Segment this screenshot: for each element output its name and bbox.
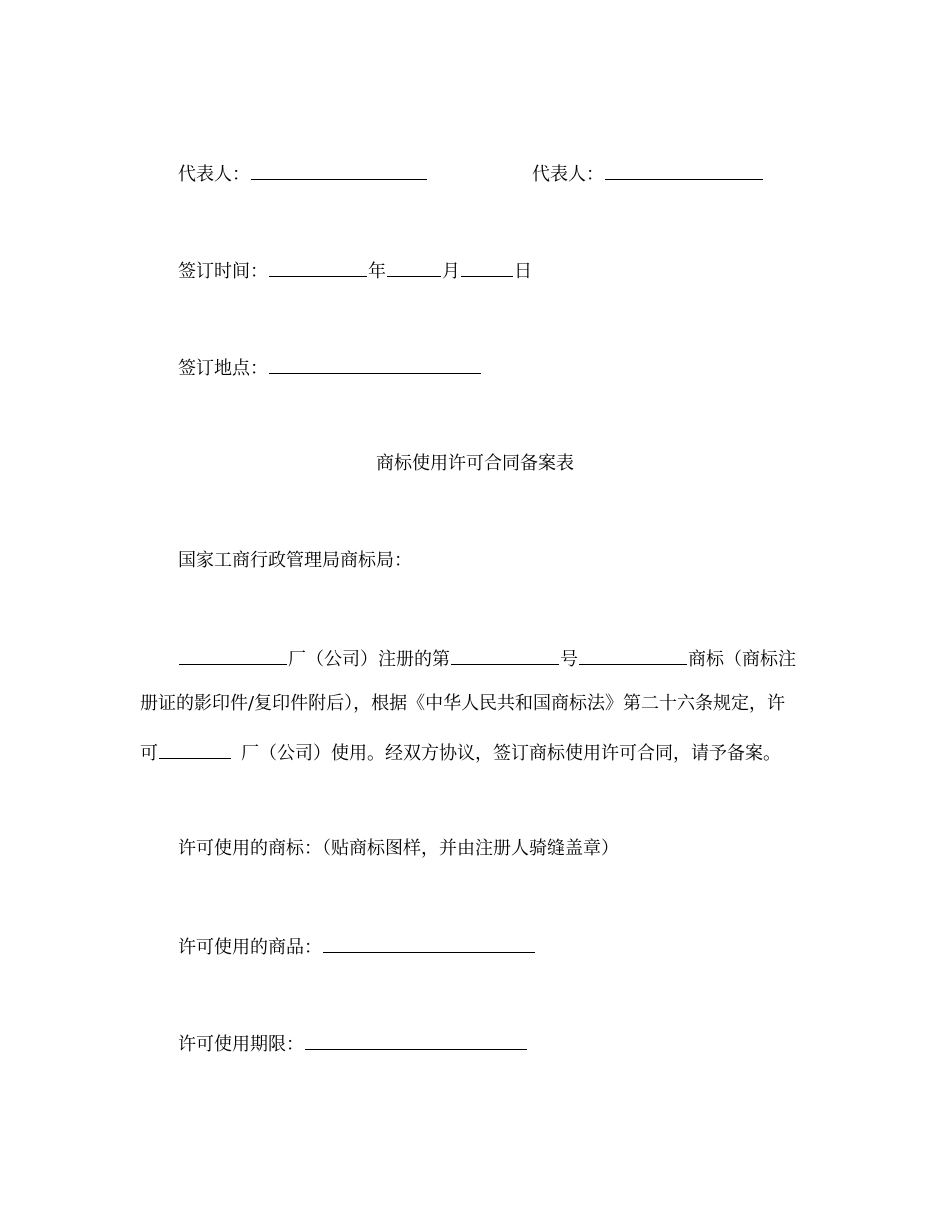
trademark-blank[interactable] [579,646,687,665]
paragraph-line-2: 册证的影印件/复印件附后），根据《中华人民共和国商标法》第二十六条规定，许 [140,693,786,714]
sign-place-blank[interactable] [269,355,481,374]
para-line3-a: 可 [140,743,158,764]
para-line1-c: 商标（商标注 [688,649,796,670]
licensee-blank[interactable] [159,740,231,759]
goods-label: 许可使用的商品： [178,937,322,958]
paragraph-line-1 [178,646,796,672]
period-blank[interactable] [305,1031,527,1050]
period-label: 许可使用期限： [178,1034,304,1055]
rep-left-label: 代表人： [178,164,250,185]
goods-blank[interactable] [323,934,535,953]
para-line1-a: 厂（公司）注册的第 [288,649,450,670]
factory-blank[interactable] [179,646,287,665]
sign-date-row [178,258,532,284]
sign-place-row [178,355,482,381]
year-blank[interactable] [269,258,367,277]
rep-left-blank[interactable] [251,161,427,180]
representative-row [178,161,428,187]
day-label: 日 [514,261,532,282]
year-label: 年 [368,261,386,282]
month-blank[interactable] [387,258,441,277]
trademark-row: 许可使用的商标：（贴商标图样，并由注册人骑缝盖章） [178,838,619,859]
paragraph-line-3 [140,740,781,766]
para-line1-b: 号 [560,649,578,670]
reg-number-blank[interactable] [451,646,559,665]
rep-right-blank[interactable] [605,161,763,180]
goods-row [178,934,536,960]
day-blank[interactable] [461,258,513,277]
sign-place-label: 签订地点： [178,358,268,379]
period-row [178,1031,528,1057]
addressee: 国家工商行政管理局商标局： [178,550,412,571]
representative-row-right [532,161,764,187]
sign-date-label: 签订时间： [178,261,268,282]
form-title: 商标使用许可合同备案表 [376,453,574,474]
para-line3-b: 厂（公司）使用。经双方协议，签订商标使用许可合同，请予备案。 [241,743,781,764]
rep-right-label: 代表人： [532,164,604,185]
month-label: 月 [442,261,460,282]
